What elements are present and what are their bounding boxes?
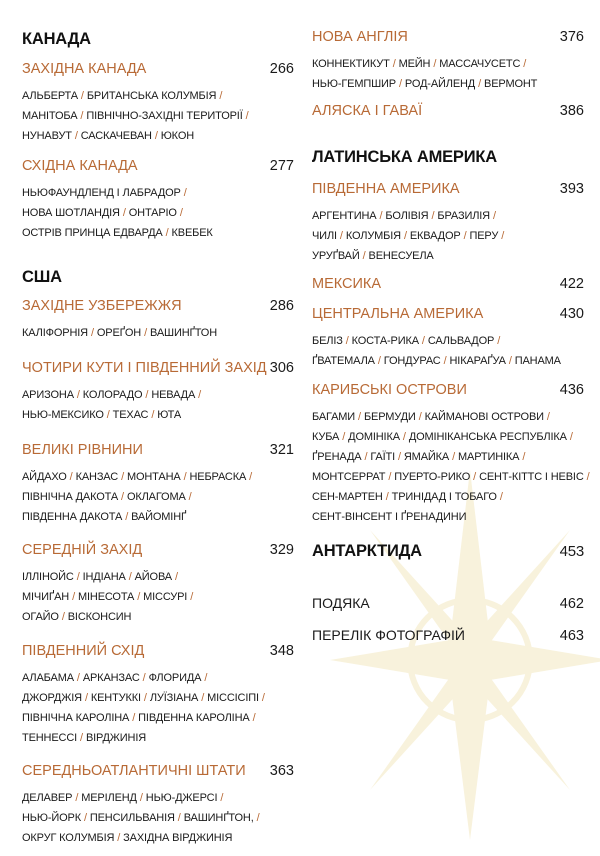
place-name: ТЕХАС <box>112 409 149 421</box>
place-name: КВЕБЕК <box>171 227 213 239</box>
separator-slash: / <box>83 812 87 824</box>
place-name: ПІВНІЧНА КАРОЛІНА <box>22 712 130 724</box>
places-line <box>312 407 584 427</box>
separator-slash: / <box>398 78 402 90</box>
place-name: ПАНАМА <box>514 355 561 367</box>
places-line <box>312 467 590 487</box>
place-name: ЗАХІДНА ВІРДЖИНІЯ <box>123 832 233 844</box>
separator-slash: / <box>76 571 80 583</box>
places-line <box>312 246 584 266</box>
separator-slash: / <box>74 130 78 142</box>
places-line <box>22 788 294 808</box>
separator-slash: / <box>261 692 265 704</box>
separator-slash: / <box>145 389 149 401</box>
place-name: ВАШИНҐТОН <box>150 327 217 339</box>
places-line <box>22 385 294 405</box>
place-name: ПІВНІЧНО-ЗАХІДНІ ТЕРИТОРІЇ <box>86 110 243 122</box>
places-line <box>22 86 294 106</box>
toc-entry[interactable] <box>312 181 584 266</box>
places-line <box>312 206 584 226</box>
page-number: 306 <box>269 360 294 376</box>
separator-slash: / <box>183 471 187 483</box>
places-line <box>22 487 294 507</box>
place-name: МАНІТОБА <box>22 110 78 122</box>
place-name: МАССАЧУСЕТС <box>439 58 521 70</box>
toc-entry[interactable] <box>22 158 294 243</box>
separator-slash: / <box>245 110 249 122</box>
separator-slash: / <box>154 130 158 142</box>
entry-title: МЕКСИКА <box>312 276 382 292</box>
separator-slash: / <box>190 591 194 603</box>
place-name: ДОМІНІКАНСЬКА РЕСПУБЛІКА <box>408 431 567 443</box>
separator-slash: / <box>76 672 80 684</box>
place-name: ІНДІАНА <box>82 571 126 583</box>
separator-slash: / <box>508 355 512 367</box>
separator-slash: / <box>188 491 192 503</box>
places-line <box>22 708 294 728</box>
toc-entry-acknowledgements[interactable] <box>312 595 584 612</box>
entry-title: ПЕРЕЛІК ФОТОГРАФІЙ <box>312 627 465 643</box>
entry-title: ЗАХІДНА КАНАДА <box>22 61 147 77</box>
place-name: МІНЕСОТА <box>77 591 135 603</box>
place-name: ДОМІНІКА <box>348 431 400 443</box>
separator-slash: / <box>80 110 84 122</box>
place-name: КУБА <box>312 431 340 443</box>
separator-slash: / <box>388 471 392 483</box>
separator-slash: / <box>402 431 406 443</box>
separator-slash: / <box>377 355 381 367</box>
places-line <box>312 74 584 94</box>
places-line <box>312 54 584 74</box>
place-name: ОСТРІВ ПРИНЦА ЕДВАРДА <box>22 227 163 239</box>
entry-title: СЕРЕДНІЙ ЗАХІД <box>22 542 143 558</box>
places-line <box>22 607 294 627</box>
separator-slash: / <box>249 471 253 483</box>
place-name: АЛАБАМА <box>22 672 74 684</box>
place-name: МОНТАНА <box>126 471 181 483</box>
separator-slash: / <box>121 471 124 483</box>
place-name: ОНТАРІО <box>128 207 177 219</box>
place-name: ДЕЛАВЕР <box>22 792 73 804</box>
page-number: 393 <box>559 181 584 197</box>
separator-slash: / <box>421 335 425 347</box>
places-line <box>312 447 584 467</box>
separator-slash: / <box>392 58 396 70</box>
page-number: 329 <box>269 542 294 558</box>
separator-slash: / <box>256 812 260 824</box>
place-name: ЧИЛІ <box>312 230 337 242</box>
place-name: ТРИНІДАД І ТОБАГО <box>391 491 497 503</box>
places-line <box>22 323 294 343</box>
separator-slash: / <box>418 411 422 423</box>
separator-slash: / <box>431 210 435 222</box>
page-number: 363 <box>269 763 294 779</box>
section-heading-usa: США <box>22 268 62 286</box>
place-name: ВАШИНҐТОН, <box>183 812 254 824</box>
place-name: ОГАЙО <box>22 611 59 623</box>
separator-slash: / <box>345 335 349 347</box>
separator-slash: / <box>492 210 496 222</box>
separator-slash: / <box>473 471 477 483</box>
separator-slash: / <box>75 792 79 804</box>
place-name: ДЖОРДЖІЯ <box>22 692 82 704</box>
page-number: 463 <box>559 628 584 644</box>
place-name: МІЧИҐАН <box>22 591 70 603</box>
place-name: БОЛІВІЯ <box>385 210 429 222</box>
place-name: ТЕННЕССІ <box>22 732 78 744</box>
separator-slash: / <box>122 207 126 219</box>
separator-slash: / <box>478 78 482 90</box>
place-name: ҐРЕНАДА <box>312 451 362 463</box>
entry-title: НОВА АНГЛІЯ <box>312 29 408 45</box>
place-name: ЕКВАДОР <box>409 230 461 242</box>
separator-slash: / <box>522 451 526 463</box>
place-name: МЕРІЛЕНД <box>81 792 137 804</box>
separator-slash: / <box>183 187 187 199</box>
place-name: ПУЕРТО-РИКО <box>394 471 471 483</box>
place-name: ВІСКОНСИН <box>67 611 132 623</box>
place-name: КАЛІФОРНІЯ <box>22 327 88 339</box>
place-name: АЙДАХО <box>22 471 67 483</box>
separator-slash: / <box>339 230 343 242</box>
place-name: ПЕНСИЛЬВАНІЯ <box>89 812 175 824</box>
entry-title: ЧОТИРИ КУТИ І ПІВДЕННИЙ ЗАХІД <box>22 360 267 376</box>
page-number: 386 <box>559 103 584 119</box>
places-line <box>22 828 294 848</box>
place-name: ІЛЛІНОЙС <box>22 571 74 583</box>
entry-title: КАРИБСЬКІ ОСТРОВИ <box>312 382 467 398</box>
place-name: КОННЕКТИКУТ <box>312 58 390 70</box>
separator-slash: / <box>137 591 141 603</box>
places-line <box>22 587 294 607</box>
place-name: КЕНТУККІ <box>90 692 141 704</box>
separator-slash: / <box>144 327 147 339</box>
separator-slash: / <box>121 491 124 503</box>
separator-slash: / <box>106 409 110 421</box>
places-line <box>312 226 584 246</box>
place-name: УРУҐВАЙ <box>312 250 360 262</box>
place-name: НЬЮ-ДЖЕРСІ <box>145 792 218 804</box>
place-name: НІКАРАҐУА <box>449 355 506 367</box>
separator-slash: / <box>586 471 590 483</box>
separator-slash: / <box>201 692 205 704</box>
entry-title: ПІВДЕННА АМЕРИКА <box>312 181 460 197</box>
place-name: ВЕРМОНТ <box>484 78 538 90</box>
place-name: ГАЇТІ <box>370 451 395 463</box>
separator-slash: / <box>69 471 73 483</box>
toc-entry[interactable] <box>22 360 294 425</box>
separator-slash: / <box>463 230 467 242</box>
place-name: МАРТИНІКА <box>458 451 520 463</box>
place-name: МІССУРІ <box>143 591 188 603</box>
places-line <box>22 728 294 748</box>
separator-slash: / <box>61 611 65 623</box>
toc-entry[interactable] <box>22 542 294 627</box>
place-name: ОКЛАГОМА <box>126 491 186 503</box>
toc-entry[interactable] <box>312 382 590 527</box>
entry-title: СХІДНА КАНАДА <box>22 158 138 174</box>
separator-slash: / <box>452 451 455 463</box>
place-name: НОВА ШОТЛАНДІЯ <box>22 207 120 219</box>
place-name: МІССІСІПІ <box>207 692 259 704</box>
separator-slash: / <box>252 712 256 724</box>
section-heading-antarctica[interactable]: АНТАРКТИДА 453 <box>312 542 584 560</box>
toc-entry[interactable] <box>22 643 294 748</box>
places-line <box>22 405 294 425</box>
place-name: ОКРУГ КОЛУМБІЯ <box>22 832 115 844</box>
place-name: ГОНДУРАС <box>383 355 441 367</box>
place-name: ҐВАТЕМАЛА <box>312 355 375 367</box>
separator-slash: / <box>174 571 178 583</box>
place-name: ЮКОН <box>160 130 195 142</box>
toc-entry[interactable] <box>22 298 294 343</box>
separator-slash: / <box>569 431 573 443</box>
place-name: ПЕРУ <box>469 230 499 242</box>
separator-slash: / <box>142 672 146 684</box>
separator-slash: / <box>364 451 368 463</box>
place-name: НЬЮ-ГЕМПШИР <box>312 78 396 90</box>
separator-slash: / <box>80 732 83 744</box>
place-name: ЯМАЙКА <box>403 451 450 463</box>
place-name: АРИЗОНА <box>22 389 74 401</box>
separator-slash: / <box>523 58 527 70</box>
separator-slash: / <box>177 812 181 824</box>
places-line <box>312 487 584 507</box>
place-name: НЕВАДА <box>151 389 196 401</box>
toc-entry[interactable] <box>312 103 584 119</box>
toc-entry[interactable] <box>22 763 294 848</box>
page-number: 376 <box>559 29 584 45</box>
places-line <box>312 427 584 447</box>
places-line <box>22 668 294 688</box>
separator-slash: / <box>117 832 121 844</box>
places-line <box>22 223 294 243</box>
entry-title: ПОДЯКА <box>312 595 370 611</box>
place-name: БЕРМУДИ <box>363 411 416 423</box>
separator-slash: / <box>397 451 401 463</box>
place-name: ЛУЇЗІАНА <box>149 692 199 704</box>
place-name: ПІВДЕННА КАРОЛІНА <box>138 712 250 724</box>
separator-slash: / <box>501 230 505 242</box>
page-number: 348 <box>269 643 294 659</box>
places-line <box>22 183 294 203</box>
separator-slash: / <box>128 571 132 583</box>
place-name: ЮТА <box>157 409 182 421</box>
place-name: БРАЗИЛІЯ <box>437 210 490 222</box>
entry-title: ЗАХІДНЕ УЗБЕРЕЖЖЯ <box>22 298 182 314</box>
separator-slash: / <box>220 792 224 804</box>
place-name: МЕЙН <box>398 58 431 70</box>
place-name: БАГАМИ <box>312 411 356 423</box>
separator-slash: / <box>179 207 183 219</box>
place-name: КОСТА-РИКА <box>351 335 419 347</box>
page-number: 422 <box>559 276 584 292</box>
place-name: СЕНТ-ВІНСЕНТ І ҐРЕНАДИНИ <box>312 511 467 523</box>
places-line <box>22 106 294 126</box>
separator-slash: / <box>443 355 447 367</box>
separator-slash: / <box>198 389 202 401</box>
separator-slash: / <box>72 591 75 603</box>
separator-slash: / <box>546 411 550 423</box>
separator-slash: / <box>143 692 147 704</box>
separator-slash: / <box>497 335 501 347</box>
separator-slash: / <box>125 511 129 523</box>
place-name: АЛЬБЕРТА <box>22 90 78 102</box>
separator-slash: / <box>90 327 94 339</box>
separator-slash: / <box>132 712 136 724</box>
entry-title: ЦЕНТРАЛЬНА АМЕРИКА <box>312 306 484 322</box>
place-name: АРГЕНТИНА <box>312 210 377 222</box>
separator-slash: / <box>80 90 84 102</box>
separator-slash: / <box>358 411 361 423</box>
separator-slash: / <box>165 227 169 239</box>
page-number: 266 <box>269 61 294 77</box>
separator-slash: / <box>139 792 143 804</box>
separator-slash: / <box>403 230 407 242</box>
place-name: НЬЮ-МЕКСИКО <box>22 409 104 421</box>
place-name: НУНАВУТ <box>22 130 72 142</box>
page-number: 453 <box>559 543 584 560</box>
places-line <box>22 688 294 708</box>
toc-entry[interactable] <box>312 29 584 94</box>
place-name: МОНТСЕРРАТ <box>312 471 386 483</box>
page-number: 436 <box>559 382 584 398</box>
place-name: АЙОВА <box>134 571 172 583</box>
place-name: ФЛОРИДА <box>148 672 202 684</box>
place-name: САЛЬВАДОР <box>427 335 495 347</box>
place-name: НЬЮ-ЙОРК <box>22 812 81 824</box>
separator-slash: / <box>499 491 503 503</box>
entry-title: СЕРЕДНЬОАТЛАНТИЧНІ ШТАТИ <box>22 763 246 779</box>
place-name: ПІВДЕННА ДАКОТА <box>22 511 123 523</box>
place-name: СЕНТ-КІТТС І НЕВІС <box>479 471 584 483</box>
place-name: КАНЗАС <box>75 471 119 483</box>
separator-slash: / <box>219 90 223 102</box>
page-number: 430 <box>559 306 584 322</box>
places-line <box>22 203 294 223</box>
place-name: ВЕНЕСУЕЛА <box>368 250 434 262</box>
place-name: СЕН-МАРТЕН <box>312 491 383 503</box>
separator-slash: / <box>362 250 366 262</box>
separator-slash: / <box>151 409 155 421</box>
separator-slash: / <box>379 210 383 222</box>
toc-entry[interactable] <box>22 61 294 146</box>
separator-slash: / <box>84 692 88 704</box>
page-number: 277 <box>269 158 294 174</box>
place-name: ВІРДЖИНІЯ <box>85 732 147 744</box>
page-number: 286 <box>269 298 294 314</box>
separator-slash: / <box>204 672 208 684</box>
page-number: 321 <box>269 442 294 458</box>
place-name: НЬЮФАУНДЛЕНД І ЛАБРАДОР <box>22 187 181 199</box>
toc-entry[interactable] <box>22 442 294 527</box>
place-name: НЕБРАСКА <box>189 471 247 483</box>
entry-title: ВЕЛИКІ РІВНИНИ <box>22 442 143 458</box>
places-line <box>312 331 584 351</box>
places-line <box>22 467 294 487</box>
place-name: САСКАЧЕВАН <box>80 130 152 142</box>
toc-entry-photo-credits[interactable] <box>312 627 584 644</box>
places-line <box>22 567 294 587</box>
place-name: КОЛОРАДО <box>82 389 143 401</box>
place-name: ПІВНІЧНА ДАКОТА <box>22 491 119 503</box>
section-heading-canada: КАНАДА <box>22 30 91 48</box>
place-name: ВАЙОМІНҐ <box>131 511 187 523</box>
separator-slash: / <box>342 431 346 443</box>
places-line <box>22 126 294 146</box>
separator-slash: / <box>433 58 437 70</box>
places-line <box>22 507 294 527</box>
place-name: КОЛУМБІЯ <box>345 230 401 242</box>
place-name: КАЙМАНОВІ ОСТРОВИ <box>424 411 544 423</box>
separator-slash: / <box>76 389 80 401</box>
place-name: БЕЛІЗ <box>312 335 343 347</box>
places-line <box>22 808 294 828</box>
places-line <box>312 351 584 371</box>
entry-title: АЛЯСКА І ГАВАЇ <box>312 103 423 119</box>
place-name: БРИТАНСЬКА КОЛУМБІЯ <box>86 90 217 102</box>
page-number: 462 <box>559 596 584 612</box>
entry-title: ПІВДЕННИЙ СХІД <box>22 643 145 659</box>
place-name: РОД-АЙЛЕНД <box>404 78 476 90</box>
toc-entry[interactable] <box>312 306 584 371</box>
place-name: АРКАНЗАС <box>82 672 140 684</box>
places-line <box>312 507 584 527</box>
toc-entry[interactable] <box>312 276 584 292</box>
section-heading-latin-america: ЛАТИНСЬКА АМЕРИКА <box>312 148 497 166</box>
place-name: ОРЕҐОН <box>96 327 142 339</box>
separator-slash: / <box>385 491 389 503</box>
